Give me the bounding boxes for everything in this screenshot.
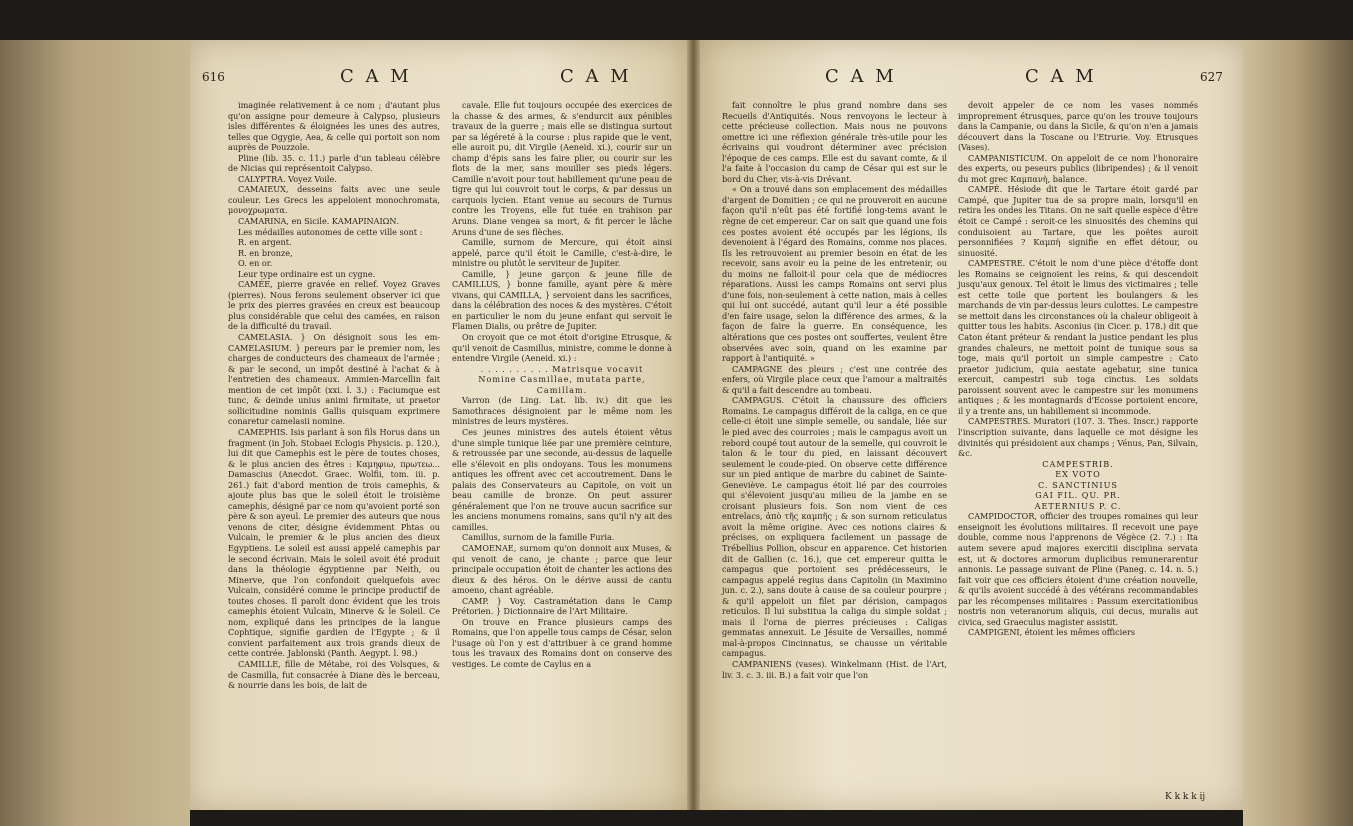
paragraph: CAMILLE, fille de Métabe, roi des Volsques, & de Casmilla, fut consacrée à Diane dès le berceau, & nourrie dans les bois, de lait de bbox=[228, 658, 440, 691]
book-gutter bbox=[687, 40, 700, 810]
paragraph: CAMELASIA. } On désignoit sous les em-CAMELASIUM. } pereurs par le premier nom, les charges de conducteurs des chameaux de l'armée ; & par le second, un impôt destiné à l'achat & à l'entretien des chameaux. Ammien-Marcellin fait mention de cet impôt (xxi. l. 3.) : Faciumque est tunc, & deinde unius animi firmitate, ut praetor sollicitudine nominis Gallis quisquam exprimere conaretur camelasii nomine. bbox=[228, 332, 440, 427]
paragraph: CAMPANISTICUM. On appeloit de ce nom l'honoraire des experts, ou peseurs publics (libripendes) ; & il venoit du mot grec Καμπανὴ, balance. bbox=[958, 152, 1198, 184]
running-head: C A M bbox=[825, 66, 897, 87]
running-head: C A M bbox=[1025, 66, 1097, 87]
paragraph: CAMPIDOCTOR, officier des troupes romaines qui leur enseignoit les évolutions militaires. Il recevoit une paye double, comme nous l'apprenons de Végèce (2. 7.) : Ita autem severe apud majores exercitii disciplina servata est, ut & doctores armorum duplicibus remunerarentur annonis. Le passage suivant de Pline (Paneg. c. 14. n. 5.) fait voir que ces officiers étoient d'une création nouvelle, & qu'ils avoient succédé à des vétérans recommandables par les récompenses militaires : Passum exercitationibus nostris non veteranorum aliquis, cui decus, muralis aut civica, sed Graeculus magister assistit. bbox=[958, 511, 1198, 627]
paragraph: R. en bronze, bbox=[238, 247, 293, 258]
paragraph: Camillus, surnom de la famille Furia. bbox=[462, 532, 615, 543]
paragraph: CAMPESTRES. Muratori (107. 3. Thes. Inscr.) rapporte l'inscription suivante, dans laquelle ce mot désigne les divinités qui présidoient aux champs ; Vénus, Pan, Silvain, &c. bbox=[958, 416, 1198, 459]
paragraph: Camille, surnom de Mercure, qui étoit ainsi appelé, parce qu'il étoit le Camille, c'est-à-dire, le ministre ou plutôt le serviteur de Jupiter. bbox=[452, 237, 672, 269]
paragraph: CAMPAGUS. C'étoit la chaussure des officiers Romains. Le campagus différoit de la caliga, en ce que celle-ci étoit une simple semelle, ou sandale, liée sur le pied avec des courroies ; mais le campagus avoit un rebord coupé tout autour de la semelle, qui couvroit le talon & le tour du pied, en laissant découvert seulement le coude-pied. On observe cette différence sur un pied antique de marbre du cabinet de Sainte-Geneviève. Le campagus étoit lié par des courroies qui s'élevoient jusqu'au milieu de la jambe en se croisant plusieurs fois. Son nom vient de ces entrelacs, ἀπὸ τῆς καμπῆς ; & son surnom reticulatus avoit la même origine. Avec ces notions claires & précises, on expliquera facilement un passage de Trébellius Pollion, obscur en apparence. Cet historien dit de Gallien (c. 16.), que cet empereur quitta le campagus que portoient ses prédécesseurs, le campagus appelé regius dans Capitolin (in Maximino jun. c. 2.), sans doute à cause de sa couleur pourpre ; & qu'il appeloit un filet par dérision, campagos reticulos. Il lui substitua la caliga du simple soldat ; mais il l'orna de pierres précieuses : Caligas gemmatas annexuit. Le Jésuite de Versailles, nommé mal-à-propos Cincinnatus, se chausse un véritable campagus. bbox=[722, 395, 947, 659]
paragraph: CAMEPHIS. Isis parlant à son fils Horus dans un fragment (in Joh. Stobaei Eclogis Physicis. p. 120.), lui dit que Camephis est le père de toutes choses, & le plus ancien des êtres : Καμηφιω, πρωτεω... Damascius (Anecdot. Graec. Wolfii, tom. iii. p. 261.) fait d'abord mention de trois camephis, & ajoute plus bas que le soleil étoit le troisième camephis, désigné par ce nom qu'avoient porté son père & son ayeul. Le premier des auteurs que nous venons de citer, désigne évidemment Phtas ou Vulcain, le premier & le plus ancien des dieux Egyptiens. Le soleil est aussi appelé camephis par le second écrivain. Mais le soleil avoit été produit dans la théologie égyptienne par Neith, ou Minerve, que l'on confondoit quelquefois avec Vulcain, considéré comme le principe productif de toutes choses. Il paroît donc évident que les trois camephis étoient Vulcain, Minerve & le Soleil. Ce nom, expliqué dans les principes de la langue Cophtique, signifie gardien de l'Egypte ; & il convient parfaitement aux trois grands dieux de cette contrée. Jablonski (Panth. Aegypt. l. 98.) bbox=[228, 426, 440, 659]
paragraph: Ces jeunes ministres des autels étoient vêtus d'une simple tunique liée par une première ceinture, & retroussée par une seconde, au-dessus de laquelle elle s'élevoit en plis ondoyans. Tous les monumens antiques les offrent avec cet accoutrement. Dans le palais des Conservateurs au Capitole, on voit un beau camille de bronze. On peut assurer généralement que l'on ne trouve aucun sacrifice sur les anciens monumens romains, sans qu'il n'y ait des camilles. bbox=[452, 426, 672, 532]
page-number: 616 bbox=[202, 70, 225, 84]
paragraph: fait connoître le plus grand nombre dans ses Recueils d'Antiquités. Nous renvoyons le lecteur à cette précieuse collection. Mais nous ne pouvons omettre ici une réflexion générale très-utile pour les écrivains qui voudront déterminer avec précision l'époque de ces camps. Elle est du savant comte, & il l'a faite à l'occasion du camp de César qui est sur le bord du Cher, vis-à-vis Drévant. bbox=[722, 100, 947, 184]
paragraph: Leur type ordinaire est un cygne. bbox=[238, 268, 376, 279]
text-column-1 bbox=[722, 100, 947, 680]
paragraph: R. en argent. bbox=[238, 237, 292, 248]
paragraph: On trouve en France plusieurs camps des Romains, que l'on appelle tous camps de César, selon l'usage où l'on y est d'attribuer à ce grand homme tous les travaux des Romains dont on conserve des vestiges. Le comte de Caylus en a bbox=[452, 616, 672, 669]
paragraph: CAMARINA, en Sicile. ΚΑΜΑΡΙΝΑΙΩΝ. bbox=[238, 216, 400, 227]
paragraph: CAMPÉ. Hésiode dit que le Tartare étoit gardé par Campé, que Jupiter tua de sa propre main, lorsqu'il en retira les ondes les Titans. On ne sait quelle espèce d'être étoit ce Campé : seroit-ce les sinuosités des chemins qui conduisoient au Tartare, que les poëtes auroit personnifiées ? Καμπὴ signifie en effet détour, ou sinuosité. bbox=[958, 184, 1198, 258]
signature-mark: K k k k ij bbox=[1165, 792, 1206, 802]
left-page bbox=[190, 40, 687, 810]
right-page-edges bbox=[1243, 40, 1353, 826]
inscription-line: CAMPESTRIB. bbox=[1042, 458, 1114, 469]
paragraph: « On a trouvé dans son emplacement des médailles d'argent de Domitien ; ce qui ne prouveroit en aucune façon qu'il n'eût pas été fortifié long-tems avant le règne de cet empereur. Car on sait que quand une fois ces postes avoient été occupés par les légions, ils devenoient à l'égard des Romains, comme nos places. Ils les retrouvoient au premier besoin en état de les recevoir, sans avoir eu la peine de les entretenir, ou du moins ne falloit-il pour cela que de médiocres réparations. Aussi les camps Romains ont servi plus d'une fois, non-seulement à cette nation, mais à celles qui lui ont succédé, autant qu'il leur a été possible d'en faire usage, selon la différence des armes, & la façon de faire la guerre. En conséquence, les altérations que ces postes ont souffertes, veulent être observées avec soin, quand on les examine par rapport à l'antiquité. » bbox=[722, 184, 947, 364]
paragraph: CAMOENAE, surnom qu'on donnoit aux Muses, & qui venoit de cano, je chante ; parce que leur principale occupation étoit de chanter les actions des dieux & des héros. On le dérive aussi de cantu amoeno, chant agréable. bbox=[452, 542, 672, 596]
inscription-line: AETERNIUS P. C. bbox=[1034, 500, 1122, 511]
paragraph: CALYPTRA. Voyez Voile. bbox=[238, 173, 337, 184]
running-head: C A M bbox=[560, 66, 632, 87]
paragraph: CAMPESTRE. C'étoit le nom d'une pièce d'étoffe dont les Romains se ceignoient les reins, & qui descendoit jusqu'aux genoux. Tel étoit le limus des victimaires ; telle est cette toile que portent les boulangers & les marchands de vin par-dessus leurs culottes. Le campestre se mettoit dans les circonstances où la chaleur obligeoit à quitter tous les habits. Asconius (in Cicer. p. 178.) dit que Caton étant préteur & rendant la justice pendant les plus grandes chaleurs, ne mettoit point de tunique sous sa toge, mais qu'il portoit un simple campestre : Cato praetor judicium, quia aestate agebatur, sine tunica exercuit, campestri sub toga cinctus. Les soldats paroissent souvent avec le campestre sur les monumens antiques ; & les montagnards d'Ecosse portoient encore, il y a trente ans, un habillement si incommode. bbox=[958, 258, 1198, 416]
running-head: C A M bbox=[340, 66, 412, 87]
paragraph: Camille, } jeune garçon & jeune fille de CAMILLUS, } bonne famille, ayant père & mère vivans, qui CAMILLA, } servoient dans les sacrifices, dans la célébration des noces & des mystères. C'étoit en particulier le nom du jeune enfant qui servoit le Flamen Dialis, ou prêtre de Jupiter. bbox=[452, 268, 672, 332]
text-column-2 bbox=[452, 100, 672, 670]
paragraph: CAMP. } Voy. Castramétation dans le Camp Prétorien. } Dictionnaire de l'Art Militaire. bbox=[452, 595, 672, 617]
page-number: 627 bbox=[1200, 70, 1223, 84]
paragraph: On croyoit que ce mot étoit d'origine Etrusque, & qu'il venoit de Casmillus, ministre, comme le donne à entendre Virgile (Aeneid. xi.) : bbox=[452, 332, 672, 364]
paragraph: CAMÉE, pierre gravée en relief. Voyez Graves (pierres). Nous ferons seulement observer ici que le prix des pierres gravées en creux est beaucoup plus considérable que celui des camées, en raison de la difficulté du travail. bbox=[228, 279, 440, 332]
paragraph: Les médailles autonomes de cette ville sont : bbox=[238, 226, 423, 237]
text-column-2 bbox=[958, 100, 1198, 638]
verse-line: Nomine Casmillae, mutata parte, Camillam. bbox=[478, 374, 646, 395]
right-page bbox=[700, 40, 1243, 810]
text-column-1 bbox=[228, 100, 440, 691]
inscription-line: GAI FIL. QU. PR. bbox=[1035, 490, 1121, 501]
paragraph: O. en or. bbox=[238, 258, 273, 269]
paragraph: Varron (de Ling. Lat. lib. iv.) dit que les Samothraces désignoient par le même nom les ministres de leurs mystères. bbox=[452, 395, 672, 427]
paragraph: CAMPAGNE des pleurs ; c'est une contrée des enfers, où Virgile place ceux que l'amour a maltraités & qu'il a fait descendre au tombeau. bbox=[722, 363, 947, 395]
paragraph: CAMAIEUX, desseins faits avec une seule couleur. Les Grecs les appeloient monochromata, μονοχρωματα. bbox=[228, 184, 440, 216]
verse-line: . . . . . . . . . . Matrisque vocavit bbox=[480, 363, 644, 374]
inscription-line: EX VOTO bbox=[1055, 469, 1101, 480]
paragraph: Pline (lib. 35. c. 11.) parle d'un tableau célèbre de Nicias qui représentoit Calypso. bbox=[228, 152, 440, 174]
paragraph: devoit appeler de ce nom les vases nommés improprement étrusques, parce qu'on les trouve toujours dans la Campanie, ou dans la Sicile, & qu'on n'en a jamais découvert dans la Toscane ou l'Etrurie. Voy. Etrusques (Vases). bbox=[958, 100, 1198, 153]
paragraph: cavale. Elle fut toujours occupée des exercices de la chasse & des armes, & s'endurcit aux pénibles travaux de la guerre ; mais elle se distingua surtout par sa légéreté à la course : plus rapide que le vent, elle auroit pu, dit Virgile (Aeneid. xi.), courir sur un champ d'épis sans les faire plier, ou courir sur les flots de la mer, sans mouiller ses pieds légers. Camille n'avoit pour tout habillement qu'une peau de tigre qui lui couvroit tout le corps, & par dessus un carquois lycien. Etant venue au secours de Turnus contre les Troyens, elle fut tuée en trahison par Aruns. Diane vengea sa mort, & fit percer le lâche Aruns d'une de ses flèches. bbox=[452, 100, 672, 237]
paragraph: CAMPIGENI, étoient les mêmes officiers bbox=[968, 627, 1136, 638]
left-page-edges bbox=[0, 40, 190, 826]
paragraph: imaginée relativement à ce nom ; d'autant plus qu'on assigne pour demeure à Calypso, plusieurs isles différentes & éloignées les unes des autres, telles que Ogygie, Aea, & celle qui portoit son nom auprès de Pouzzole. bbox=[228, 100, 440, 153]
paragraph: CAMPANIENS (vases). Winkelmann (Hist. de l'Art, liv. 3. c. 3. iii. B.) a fait voir que l'on bbox=[722, 658, 947, 680]
inscription-line: C. SANCTINIUS bbox=[1038, 479, 1118, 490]
